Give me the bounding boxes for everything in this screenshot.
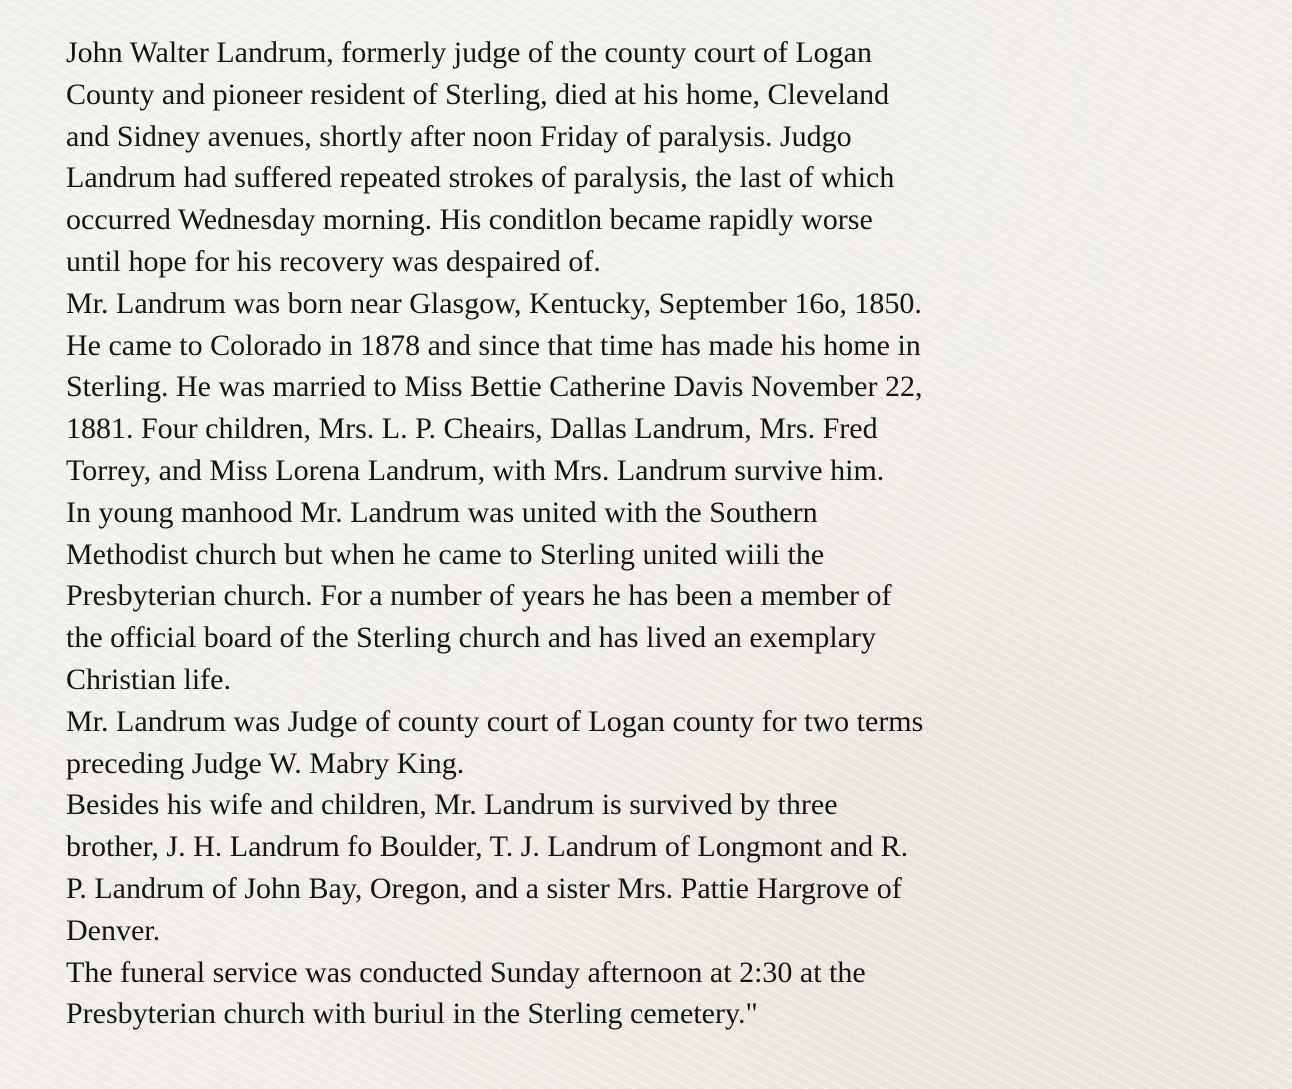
- text-line: and Sidney avenues, shortly after noon Friday of paralysis. Judgo: [66, 119, 852, 153]
- text-line: Mr. Landrum was born near Glasgow, Kentucky, September 16o, 1850.: [66, 286, 922, 320]
- paragraph-church: [66, 492, 1046, 701]
- text-line: Mr. Landrum was Judge of county court of Logan county for two terms: [66, 704, 924, 738]
- text-line: preceding Judge W. Mabry King.: [66, 746, 465, 780]
- paragraph-survivors: [66, 784, 1046, 951]
- text-line: Presbyterian church with buriul in the Sterling cemetery.": [66, 997, 758, 1031]
- text-line: County and pioneer resident of Sterling, died at his home, Cleveland: [66, 77, 890, 111]
- text-line: Torrey, and Miss Lorena Landrum, with Mrs. Landrum survive him.: [66, 453, 885, 487]
- paragraph-judgeship: [66, 701, 1046, 785]
- text-line: the official board of the Sterling church and has lived an exemplary: [66, 621, 876, 655]
- text-line: P. Landrum of John Bay, Oregon, and a sister Mrs. Pattie Hargrove of: [66, 871, 902, 905]
- text-line: occurred Wednesday morning. His conditlon became rapidly worse: [66, 203, 873, 237]
- text-line: Landrum had suffered repeated strokes of paralysis, the last of which: [66, 161, 895, 195]
- text-line: Presbyterian church. For a number of years he has been a member of: [66, 579, 892, 613]
- paragraph-death-notice: [66, 32, 1046, 283]
- paragraph-funeral: [66, 952, 1046, 1036]
- paragraph-biography: [66, 283, 1046, 492]
- text-line: He came to Colorado in 1878 and since that time has made his home in: [66, 328, 921, 362]
- text-line: Besides his wife and children, Mr. Landrum is survived by three: [66, 788, 838, 822]
- text-line: The funeral service was conducted Sunday afternoon at 2:30 at the: [66, 955, 866, 989]
- text-line: 1881. Four children, Mrs. L. P. Cheairs, Dallas Landrum, Mrs. Fred: [66, 412, 878, 446]
- text-line: Christian life.: [66, 662, 231, 696]
- text-line: until hope for his recovery was despaired of.: [66, 244, 601, 278]
- obituary-text: [66, 32, 1046, 1035]
- text-line: Methodist church but when he came to Sterling united wiili the: [66, 537, 825, 571]
- text-line: Sterling. He was married to Miss Bettie Catherine Davis November 22,: [66, 370, 923, 404]
- text-line: In young manhood Mr. Landrum was united with the Southern: [66, 495, 818, 529]
- text-line: Denver.: [66, 913, 161, 947]
- text-line: John Walter Landrum, formerly judge of the county court of Logan: [66, 36, 872, 69]
- text-line: brother, J. H. Landrum fo Boulder, T. J. Landrum of Longmont and R.: [66, 830, 909, 864]
